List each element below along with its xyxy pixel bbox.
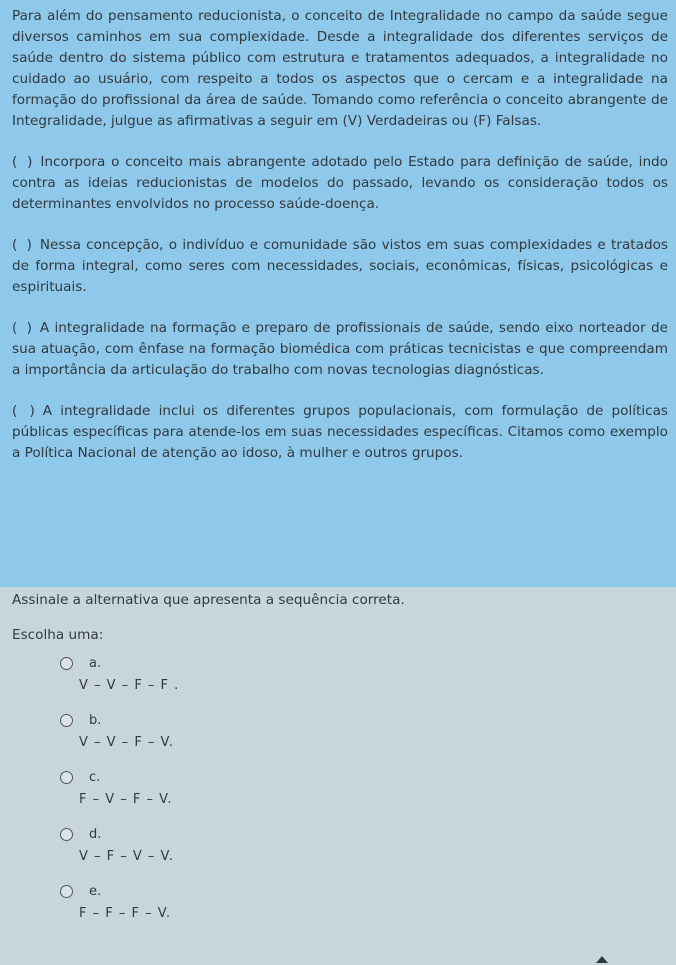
option-b[interactable] xyxy=(60,712,620,769)
option-b-text: V – V – F – V. xyxy=(79,735,174,750)
statement-2-text: Nessa concepção, o indivíduo e comunidade são vistos em suas complexidades e tratados de forma integral, como seres com necessidades, sociais, econômicas, físicas, psicológicas e espirituais. xyxy=(12,237,668,295)
option-d-letter: d. xyxy=(89,827,102,842)
question-stem-text: Para além do pensamento reducionista, o conceito de Integralidade no campo da saúde segue diversos caminhos em sua complexidade. Desde a integralidade dos diferentes serviços de saúde dentro do sistema público com estrutura e tratamentos adequados, a integralidade no cuidado ao usuário, com respeito a todos os aspectos que o cercam e a integralidade na formação do profissional da área de saúde. Tomando como referência o conceito abrangente de Integralidade, julgue as afirmativas a seguir em (V) Verdadeiras ou (F) Falsas. xyxy=(12,8,668,129)
scroll-up-icon[interactable] xyxy=(596,956,608,963)
statement-4 xyxy=(12,401,668,464)
option-e-text: F – F – F – V. xyxy=(79,906,172,921)
statement-1-blank: ( ) xyxy=(12,154,35,170)
statement-3-text: A integralidade na formação e preparo de profissionais de saúde, sendo eixo norteador de sua atuação, com ênfase na formação biomédica com práticas tecnicistas e que compreendam a importância da articulação do trabalho com novas tecnologias diagnósticas. xyxy=(12,320,668,378)
option-c-text: F – V – F – V. xyxy=(79,792,173,807)
choose-one-label: Escolha uma: xyxy=(12,627,104,643)
radio-option-d[interactable] xyxy=(60,828,73,841)
answer-options xyxy=(60,655,620,940)
instruction-text: Assinale a alternativa que apresenta a sequência correta. xyxy=(12,592,405,608)
statement-4-text: A integralidade inclui os diferentes grupos populacionais, com formulação de políticas públicas específicas para atende-los em suas necessidades específicas. Citamos como exemplo a Política Nacional de atenção ao idoso, à mulher e outros grupos. xyxy=(12,403,668,461)
radio-option-a[interactable] xyxy=(60,657,73,670)
statement-1 xyxy=(12,152,668,215)
statement-2 xyxy=(12,235,668,298)
option-d-text: V – F – V – V. xyxy=(79,849,174,864)
radio-option-e[interactable] xyxy=(60,885,73,898)
option-c-letter: c. xyxy=(89,770,101,785)
statement-2-blank: ( ) xyxy=(12,237,34,253)
statement-3-blank: ( ) xyxy=(12,320,34,336)
option-e-letter: e. xyxy=(89,884,102,899)
question-stem xyxy=(12,6,668,132)
statement-4-blank: ( ) xyxy=(12,403,37,419)
radio-option-c[interactable] xyxy=(60,771,73,784)
option-d[interactable] xyxy=(60,826,620,883)
statement-3 xyxy=(12,318,668,381)
option-c[interactable] xyxy=(60,769,620,826)
option-a-letter: a. xyxy=(89,656,102,671)
option-e[interactable] xyxy=(60,883,620,940)
statement-1-text: Incorpora o conceito mais abrangente adotado pelo Estado para definição de saúde, indo contra as ideias reducionistas de modelos do passado, levando os consideração todos os determinantes envolvidos no processo saúde-doença. xyxy=(12,154,668,212)
option-a-text: V – V – F – F . xyxy=(79,678,180,693)
option-b-letter: b. xyxy=(89,713,102,728)
option-a[interactable] xyxy=(60,655,620,712)
radio-option-b[interactable] xyxy=(60,714,73,727)
